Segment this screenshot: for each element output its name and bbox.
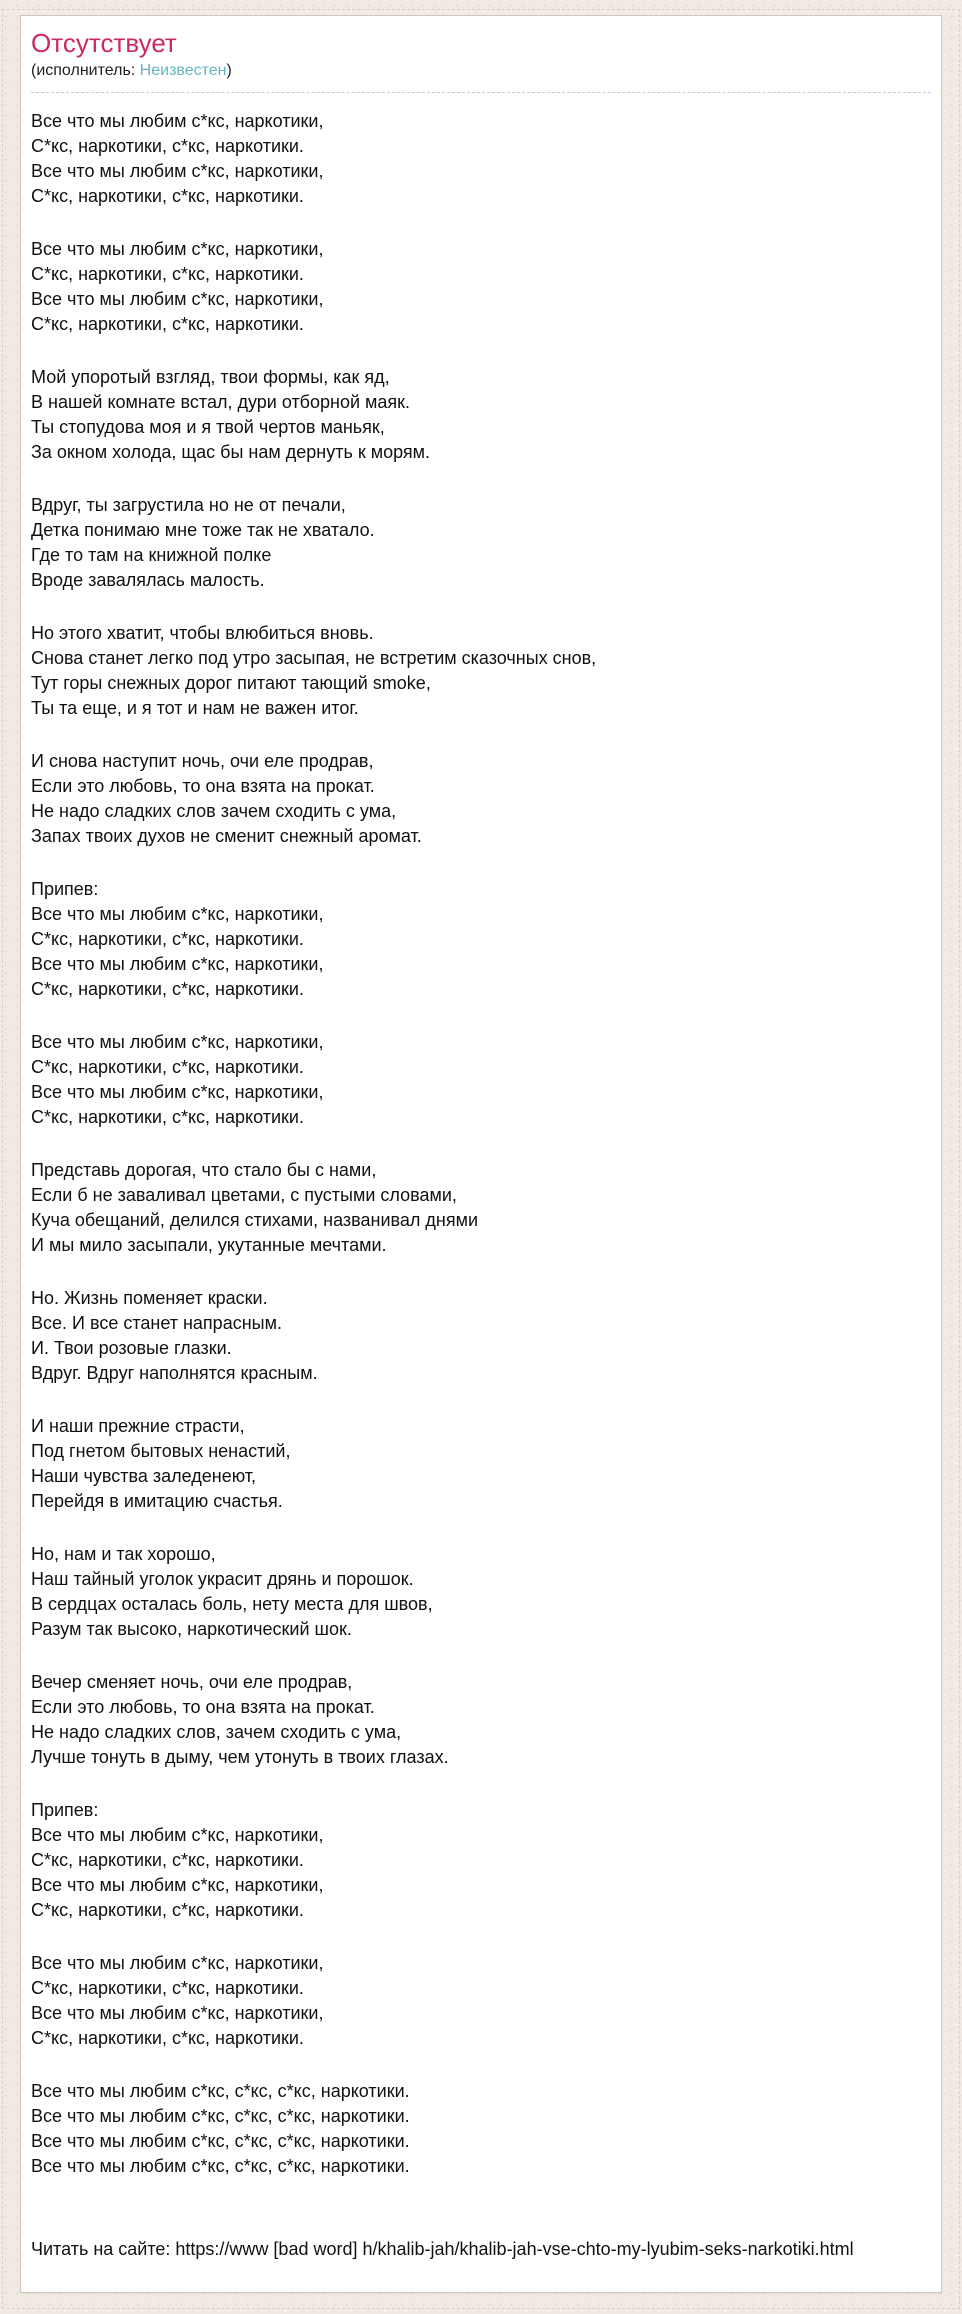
lyrics-stanza: Мой упоротый взгляд, твои формы, как яд, В нашей комнате встал, дури отборной маяк. Ты стопудова моя и я твой чертов маньяк, За окном холода, щас бы нам дернуть к морям. [31, 367, 431, 462]
lyrics-stanza: Все что мы любим с*кс, наркотики, С*кс, наркотики, с*кс, наркотики. Все что мы любим с*кс, наркотики, С*кс, наркотики, с*кс, наркотики. [31, 111, 324, 206]
lyrics-stanza: И наши прежние страсти, Под гнетом бытовых ненастий, Наши чувства заледенеют, Перейдя в имитацию счастья. [31, 1416, 291, 1511]
read-on-site-note: Читать на сайте: https://www [bad word] h/khalib-jah/khalib-jah-vse-chto-my-lyubim-seks-narkotiki.html [31, 2239, 854, 2259]
lyrics-card [20, 15, 942, 2293]
lyrics-stanza: Но, нам и так хорошо, Наш тайный уголок украсит дрянь и порошок. В сердцах осталась боль, нету места для швов, Разум так высоко, наркотический шок. [31, 1544, 433, 1639]
lyrics-stanza: Вечер сменяет ночь, очи еле продрав, Если это любовь, то она взята на прокат. Не надо сладких слов, зачем сходить с ума, Лучше тонуть в дыму, чем утонуть в твоих глазах. [31, 1672, 449, 1767]
artist-label-prefix: (исполнитель: [31, 62, 140, 79]
lyrics-stanza: Все что мы любим с*кс, наркотики, С*кс, наркотики, с*кс, наркотики. Все что мы любим с*кс, наркотики, С*кс, наркотики, с*кс, наркотики. [31, 239, 324, 334]
artist-line [31, 61, 931, 93]
lyrics-stanza: Но этого хватит, чтобы влюбиться вновь. Снова станет легко под утро засыпая, не встретим сказочных снов, Тут горы снежных дорог питают тающий smoke, Ты та еще, и я тот и нам не важен итог. [31, 623, 597, 718]
lyrics-stanza: Вдруг, ты загрустила но не от печали, Детка понимаю мне тоже так не хватало. Где то там на книжной полке Вроде завалялась малость. [31, 495, 375, 590]
lyrics-stanza: Представь дорогая, что стало бы с нами, Если б не заваливал цветами, с пустыми словами, Куча обещаний, делился стихами, названивал днями И мы мило засыпали, укутанные мечтами. [31, 1160, 479, 1255]
lyrics-stanza: Припев: Все что мы любим с*кс, наркотики, С*кс, наркотики, с*кс, наркотики. Все что мы любим с*кс, наркотики, С*кс, наркотики, с*кс, наркотики. [31, 1800, 324, 1920]
page-title: Отсутствует [31, 28, 177, 58]
lyrics-stanza: Все что мы любим с*кс, с*кс, с*кс, наркотики. Все что мы любим с*кс, с*кс, с*кс, наркотики. Все что мы любим с*кс, с*кс, с*кс, наркотики. Все что мы любим с*кс, с*кс, с*кс, наркотики. [31, 2081, 410, 2176]
lyrics-stanza: Но. Жизнь поменяет краски. Все. И все станет напрасным. И. Твои розовые глазки. Вдруг. Вдруг наполнятся красным. [31, 1288, 318, 1383]
lyrics-text [31, 109, 931, 2179]
lyrics-stanza: Все что мы любим с*кс, наркотики, С*кс, наркотики, с*кс, наркотики. Все что мы любим с*кс, наркотики, С*кс, наркотики, с*кс, наркотики. [31, 1032, 324, 1127]
lyrics-stanza: Все что мы любим с*кс, наркотики, С*кс, наркотики, с*кс, наркотики. Все что мы любим с*кс, наркотики, С*кс, наркотики, с*кс, наркотики. [31, 1953, 324, 2048]
artist-label-suffix: ) [226, 62, 232, 79]
lyrics-stanza: И снова наступит ночь, очи еле продрав, Если это любовь, то она взята на прокат. Не надо сладких слов зачем сходить с ума, Запах твоих духов не сменит снежный аромат. [31, 751, 422, 846]
lyrics-stanza: Припев: Все что мы любим с*кс, наркотики, С*кс, наркотики, с*кс, наркотики. Все что мы любим с*кс, наркотики, С*кс, наркотики, с*кс, наркотики. [31, 879, 324, 999]
artist-link[interactable]: Неизвестен [139, 62, 227, 79]
